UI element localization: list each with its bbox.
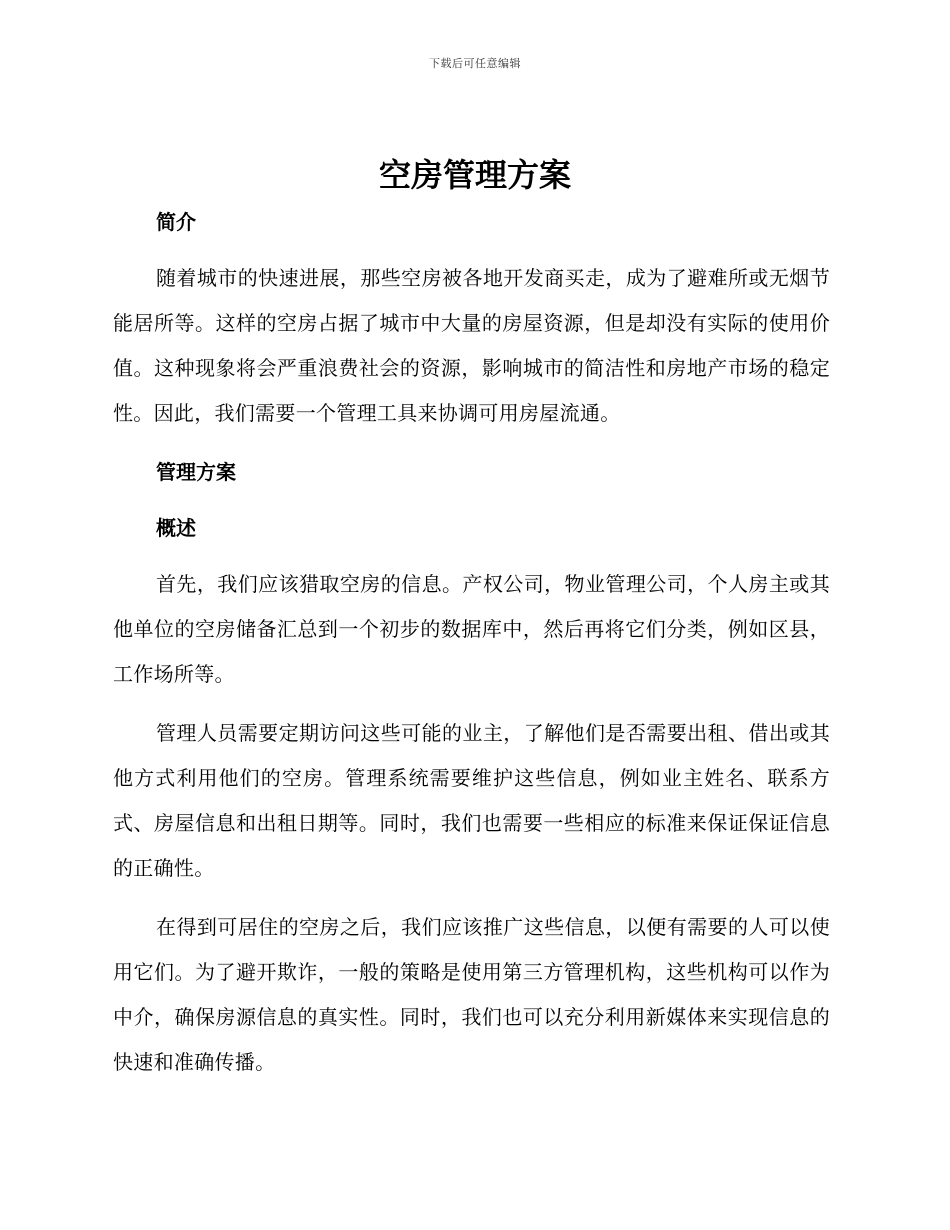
section-heading-plan: 管理方案	[156, 460, 236, 484]
section-heading-intro: 简介	[156, 210, 196, 234]
paragraph-3: 在得到可居住的空房之后，我们应该推广这些信息，以便有需要的人可以使用它们。为了避开欺诈，一般的策略是使用第三方管理机构，这些机构可以作为中介，确保房源信息的真实性。同时，我们也可以充分利用新媒体来实现信息的快速和准确传播。	[113, 915, 830, 1074]
section-heading-overview: 概述	[156, 516, 196, 540]
page-header-note: 下载后可任意编辑	[429, 57, 521, 70]
paragraph-1: 首先，我们应该猎取空房的信息。产权公司，物业管理公司，个人房主或其他单位的空房储备汇总到一个初步的数据库中，然后再将它们分类，例如区县，工作场所等。	[113, 572, 830, 686]
paragraph-2: 管理人员需要定期访问这些可能的业主，了解他们是否需要出租、借出或其他方式利用他们的空房。管理系统需要维护这些信息，例如业主姓名、联系方式、房屋信息和出租日期等。同时，我们也需要一些相应的标准来保证保证信息的正确性。	[113, 721, 830, 880]
document-body	[113, 200, 830, 1085]
document-title: 空房管理方案	[378, 156, 571, 194]
paragraph-intro: 随着城市的快速进展，那些空房被各地开发商买走，成为了避难所或无烟节能居所等。这样的空房占据了城市中大量的房屋资源，但是却没有实际的使用价值。这种现象将会严重浪费社会的资源，影响城市的简洁性和房地产市场的稳定性。因此，我们需要一个管理工具来协调可用房屋流通。	[113, 266, 830, 425]
